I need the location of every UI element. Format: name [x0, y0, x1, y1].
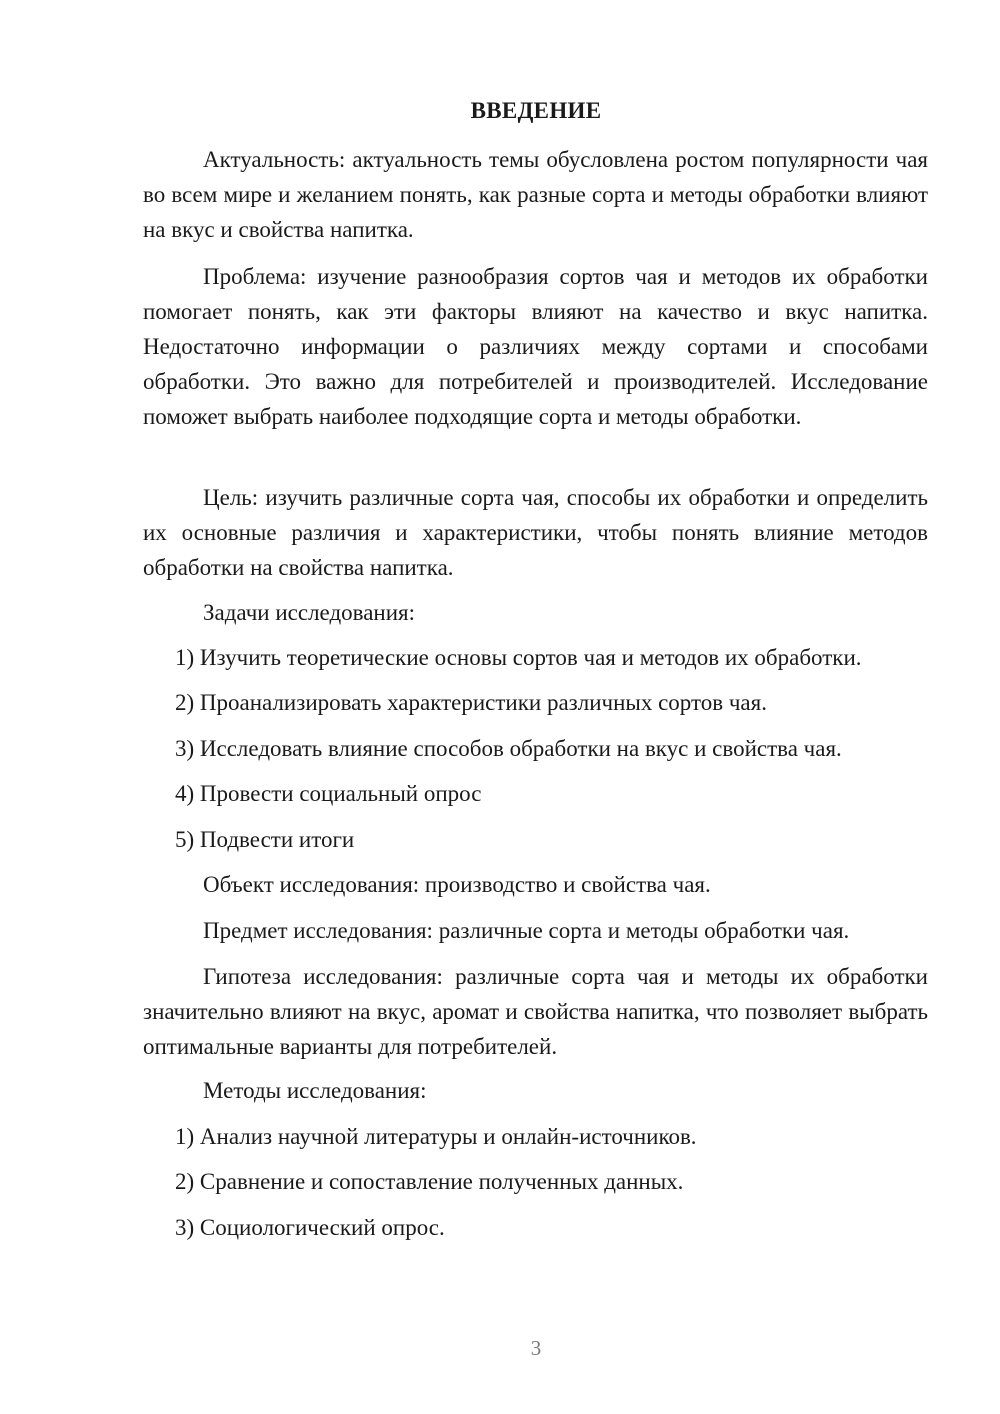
method-item-3: 3) Социологический опрос. — [175, 1215, 445, 1240]
problem-paragraph: Проблема: изучение разнообразия сортов чая и методов их обработки помогает понять, как эти факторы влияют на качество и вкус напитка. Недостаточно информации о различиях между сортами и способами обработки. Это важно для потребителей и производителей. Исследование поможет выбрать наиболее подходящие сорта и методы обработки. — [143, 264, 928, 429]
hypothesis-paragraph: Гипотеза исследования: различные сорта чая и методы их обработки значительно влияют на вкус, аромат и свойства напитка, что позволяет выбрать оптимальные варианты для потребителей. — [143, 964, 928, 1059]
methods-title: Методы исследования: — [203, 1078, 427, 1103]
method-item-1: 1) Анализ научной литературы и онлайн-источников. — [175, 1124, 697, 1149]
task-item-5: 5) Подвести итоги — [175, 827, 355, 852]
relevance-paragraph: Актуальность: актуальность темы обусловлена ростом популярности чая во всем мире и желанием понять, как разные сорта и методы обработки влияют на вкус и свойства напитка. — [143, 147, 928, 242]
object-line: Объект исследования: производство и свойства чая. — [203, 872, 711, 897]
task-item-4: 4) Провести социальный опрос — [175, 781, 482, 806]
task-item-3: 3) Исследовать влияние способов обработки на вкус и свойства чая. — [175, 736, 842, 761]
task-item-1: 1) Изучить теоретические основы сортов чая и методов их обработки. — [175, 645, 862, 670]
section-heading: ВВЕДЕНИЕ — [470, 98, 602, 123]
method-item-2: 2) Сравнение и сопоставление полученных данных. — [175, 1169, 684, 1194]
task-item-2: 2) Проанализировать характеристики различных сортов чая. — [175, 690, 767, 715]
goal-paragraph: Цель: изучить различные сорта чая, способы их обработки и определить их основные различия и характеристики, чтобы понять влияние методов обработки на свойства напитка. — [143, 485, 928, 580]
page-number: 3 — [530, 1336, 542, 1360]
tasks-title: Задачи исследования: — [203, 600, 416, 625]
subject-line: Предмет исследования: различные сорта и методы обработки чая. — [203, 918, 850, 943]
